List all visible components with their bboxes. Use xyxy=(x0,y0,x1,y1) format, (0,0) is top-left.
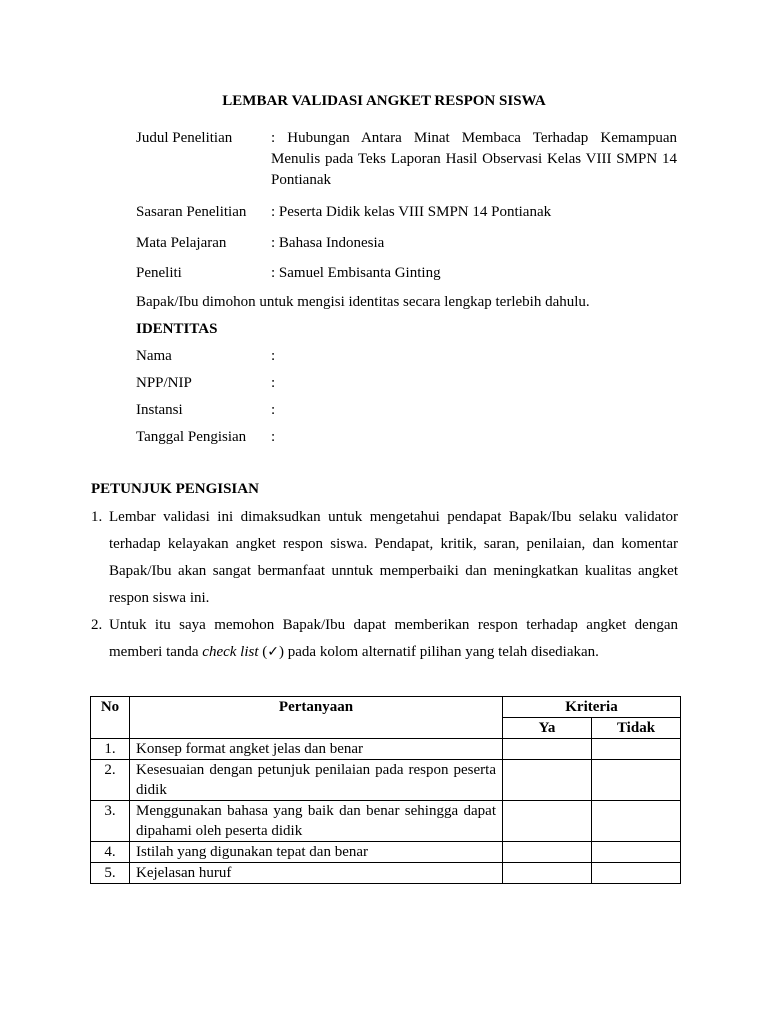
identitas-label: Tanggal Pengisian xyxy=(136,429,247,445)
instruction-text-after: ) pada kolom alternatif pilihan yang telah disediakan. xyxy=(279,644,599,660)
instruction-text-before: Untuk itu saya memohon Bapak/Ibu dapat memberikan respon terhadap angket dengan memberi tanda xyxy=(109,617,678,660)
identitas-field-tanggal xyxy=(136,429,436,450)
answer-tidak-cell[interactable] xyxy=(592,739,681,760)
instruction-text: Lembar validasi ini dimaksudkan untuk mengetahui pendapat Bapak/Ibu selaku validator terhadap kelayakan angket respon siswa. Pendapat, kritik, saran, penilaian, dan komentar Bapak/Ibu akan sangat bermanfaat unntuk memperbaiki dan meningkatkan kualitas angket respon siswa ini. xyxy=(109,509,678,606)
identitas-field-instansi xyxy=(136,402,436,423)
row-number: 3. xyxy=(91,801,130,842)
meta-row-judul xyxy=(136,128,678,191)
identitas-colon: : xyxy=(271,402,276,418)
header-question: Pertanyaan xyxy=(130,697,503,739)
header-yes: Ya xyxy=(503,718,592,739)
meta-label-peneliti: Peneliti xyxy=(136,265,182,281)
answer-tidak-cell[interactable] xyxy=(592,801,681,842)
identitas-field-nama xyxy=(136,348,436,369)
instruction-paren-open: ( xyxy=(258,644,268,660)
identitas-colon: : xyxy=(271,429,276,445)
identitas-colon: : xyxy=(271,375,276,391)
table-row xyxy=(91,842,681,863)
answer-tidak-cell[interactable] xyxy=(592,863,681,884)
answer-yes-cell[interactable] xyxy=(503,760,592,801)
check-mark-icon: ✓ xyxy=(267,644,280,660)
meta-label-sasaran: Sasaran Penelitian xyxy=(136,204,247,220)
identitas-label: Instansi xyxy=(136,402,183,418)
table-row xyxy=(91,739,681,760)
row-question: Menggunakan bahasa yang baik dan benar sehingga dapat dipahami oleh peserta didik xyxy=(130,801,503,842)
page-title: LEMBAR VALIDASI ANGKET RESPON SISWA xyxy=(222,93,546,109)
row-number: 4. xyxy=(91,842,130,863)
meta-value-peneliti: : Samuel Embisanta Ginting xyxy=(271,265,441,281)
instruction-item-1 xyxy=(91,504,678,612)
instruction-text xyxy=(109,612,678,666)
meta-row-mapel xyxy=(136,233,678,254)
meta-value-judul: : Hubungan Antara Minat Membaca Terhadap Kemampuan Menulis pada Teks Laporan Hasil Observasi Kelas VIII SMPN 14 Pontianak xyxy=(271,130,677,188)
meta-label-judul: Judul Penelitian xyxy=(136,130,233,146)
answer-tidak-cell[interactable] xyxy=(592,760,681,801)
identitas-field-nip xyxy=(136,375,436,396)
instruction-note: Bapak/Ibu dimohon untuk mengisi identitas secara lengkap terlebih dahulu. xyxy=(136,294,590,310)
instruction-number: 1. xyxy=(91,509,103,525)
identitas-colon: : xyxy=(271,348,276,364)
identitas-label: NPP/NIP xyxy=(136,375,192,391)
answer-yes-cell[interactable] xyxy=(503,842,592,863)
row-number: 1. xyxy=(91,739,130,760)
petunjuk-heading: PETUNJUK PENGISIAN xyxy=(91,481,259,497)
identitas-label: Nama xyxy=(136,348,172,364)
table-row xyxy=(91,801,681,842)
answer-tidak-cell[interactable] xyxy=(592,842,681,863)
table-row xyxy=(91,760,681,801)
header-criteria: Kriteria xyxy=(503,697,681,718)
row-number: 5. xyxy=(91,863,130,884)
answer-yes-cell[interactable] xyxy=(503,801,592,842)
header-no: No xyxy=(91,697,130,739)
meta-row-sasaran xyxy=(136,202,678,223)
meta-value-sasaran: : Peserta Didik kelas VIII SMPN 14 Pontianak xyxy=(271,204,552,220)
criteria-table xyxy=(90,696,681,884)
row-question: Konsep format angket jelas dan benar xyxy=(130,739,503,760)
meta-value-mapel: : Bahasa Indonesia xyxy=(271,235,385,251)
identitas-heading: IDENTITAS xyxy=(136,321,218,337)
row-question: Istilah yang digunakan tepat dan benar xyxy=(130,842,503,863)
check-list-term: check list xyxy=(202,644,259,660)
answer-yes-cell[interactable] xyxy=(503,863,592,884)
meta-label-mapel: Mata Pelajaran xyxy=(136,235,227,251)
row-question: Kesesuaian dengan petunjuk penilaian pada respon peserta didik xyxy=(130,760,503,801)
row-number: 2. xyxy=(91,760,130,801)
meta-row-peneliti xyxy=(136,263,678,284)
instruction-item-2 xyxy=(91,612,678,666)
instruction-number: 2. xyxy=(91,617,103,633)
table-row xyxy=(91,863,681,884)
answer-yes-cell[interactable] xyxy=(503,739,592,760)
row-question: Kejelasan huruf xyxy=(130,863,503,884)
header-tidak: Tidak xyxy=(592,718,681,739)
